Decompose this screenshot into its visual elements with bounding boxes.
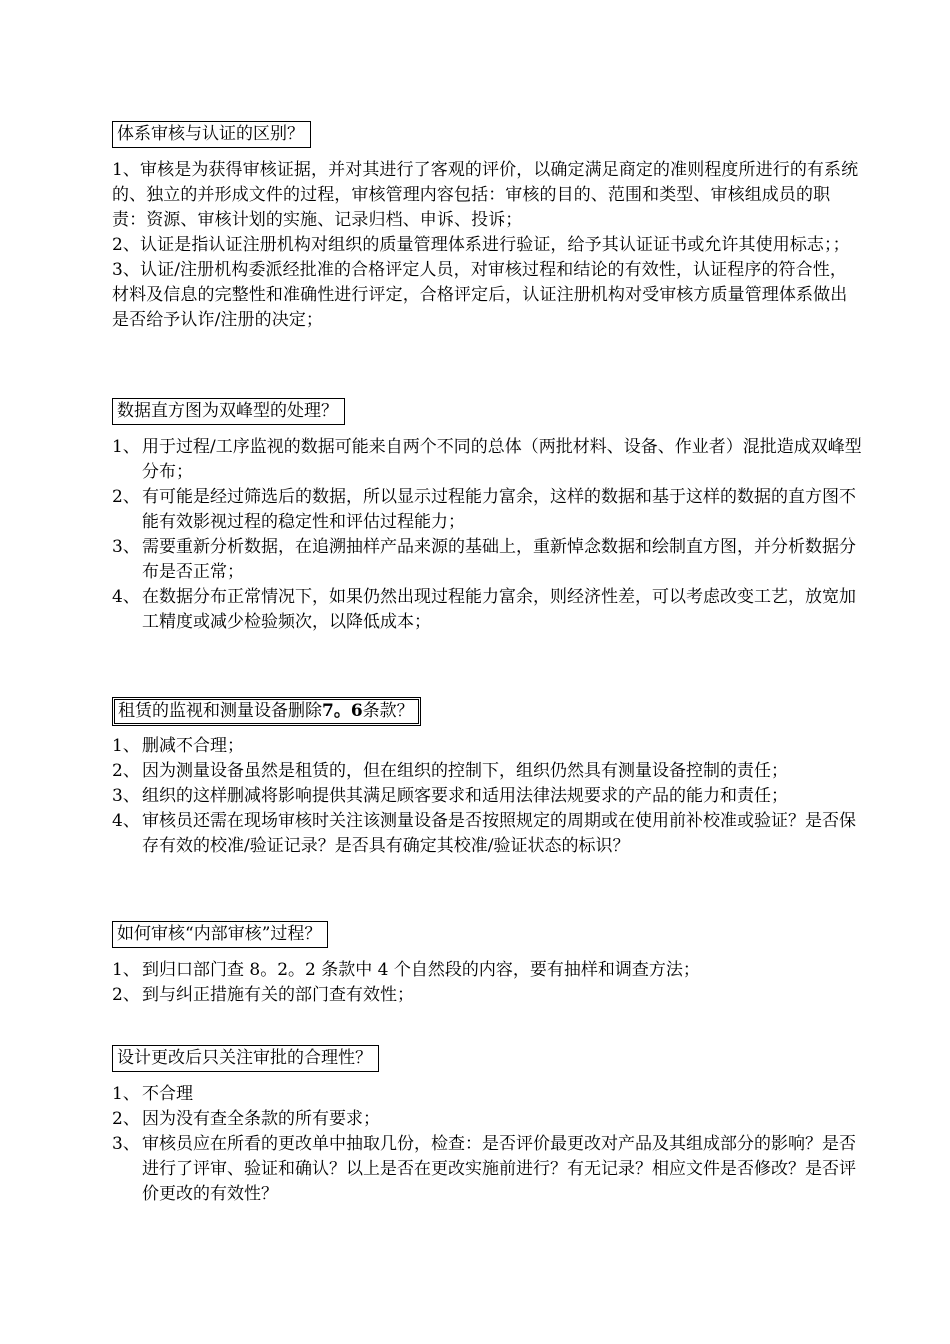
item-text: 组织的这样删减将影响提供其满足顾客要求和适用法律法规要求的产品的能力和责任； xyxy=(142,786,788,806)
answer-list xyxy=(112,1082,862,1207)
item-number: 3、 xyxy=(112,1134,140,1154)
item-number: 4、 xyxy=(112,811,140,831)
section-internal-audit xyxy=(112,921,862,1008)
question-text-pre: 租赁的监视和测量设备删除 xyxy=(118,701,322,721)
item-text: 审核员应在所看的更改单中抽取几份，检查：是否评价最更改对产品及其组成部分的影响？是否进行了评审、验证和确认？以上是否在更改实施前进行？有无记录？相应文件是否修改？是否评价更改的有效性？ xyxy=(142,1134,856,1204)
list-item xyxy=(112,435,862,485)
list-item xyxy=(112,1132,862,1207)
item-number: 2、 xyxy=(112,761,140,781)
answer-list xyxy=(112,958,862,1008)
item-number: 3、 xyxy=(112,537,140,557)
section-audit-vs-certification xyxy=(112,121,862,333)
question-text-post: 条款？ xyxy=(362,701,414,721)
item-number: 2、 xyxy=(112,1109,140,1129)
item-text: 需要重新分析数据，在追溯抽样产品来源的基础上，重新悼念数据和绘制直方图，并分析数据分布是否正常； xyxy=(142,537,856,582)
question-text-clause: 7。6 xyxy=(322,701,363,721)
list-item xyxy=(112,759,862,784)
list-item xyxy=(112,958,862,983)
item-text: 因为没有查全条款的所有要求； xyxy=(142,1109,380,1129)
list-item xyxy=(112,535,862,585)
question-box: 体系审核与认证的区别？ xyxy=(112,121,311,148)
item-number: 1、 xyxy=(112,437,140,457)
answer-list xyxy=(112,435,862,635)
list-item xyxy=(112,983,862,1008)
list-item xyxy=(112,1107,862,1132)
item-text: 不合理 xyxy=(142,1084,193,1104)
item-number: 4、 xyxy=(112,587,140,607)
item-text: 到与纠正措施有关的部门查有效性； xyxy=(142,985,414,1005)
list-item xyxy=(112,485,862,535)
list-item xyxy=(112,784,862,809)
item-text: 到归口部门查 8。2。2 条款中 4 个自然段的内容，要有抽样和调查方法； xyxy=(142,960,700,980)
item-number: 2、 xyxy=(112,985,140,1005)
section-leased-equipment xyxy=(112,697,862,859)
list-item xyxy=(112,734,862,759)
item-text: 审核员还需在现场审核时关注该测量设备是否按照规定的周期或在使用前补校准或验证？是否保存有效的校准/验证记录？是否具有确定其校准/验证状态的标识？ xyxy=(142,811,856,856)
list-item xyxy=(112,809,862,859)
question-box: 数据直方图为双峰型的处理？ xyxy=(112,398,345,425)
item-text: 用于过程/工序监视的数据可能来自两个不同的总体（两批材料、设备、作业者）混批造成双峰型分布； xyxy=(142,437,862,482)
item-text: 因为测量设备虽然是租赁的，但在组织的控制下，组织仍然具有测量设备控制的责任； xyxy=(142,761,788,781)
answer-list xyxy=(112,734,862,859)
item-number: 2、 xyxy=(112,487,140,507)
answer-paragraph: 3、认证/注册机构委派经批准的合格评定人员，对审核过程和结论的有效性，认证程序的符合性，材料及信息的完整性和准确性进行评定，合格评定后，认证注册机构对受审核方质量管理体系做出是否给予认诈/注册的决定； xyxy=(112,260,848,330)
item-text: 删减不合理； xyxy=(142,736,244,756)
answer-list xyxy=(112,158,862,333)
list-item xyxy=(112,585,862,635)
list-item xyxy=(112,1082,862,1107)
item-number: 3、 xyxy=(112,786,140,806)
question-box: 设计更改后只关注审批的合理性？ xyxy=(112,1045,379,1072)
section-design-change xyxy=(112,1045,862,1207)
question-box: 如何审核“内部审核”过程？ xyxy=(112,921,328,948)
section-bimodal-histogram xyxy=(112,398,862,635)
answer-paragraph: 1、审核是为获得审核证据，并对其进行了客观的评价，以确定满足商定的准则程度所进行的有系统的、独立的并形成文件的过程，审核管理内容包括：审核的目的、范围和类型、审核组成员的职责：资源、审核计划的实施、记录归档、申诉、投诉； xyxy=(112,160,859,230)
answer-paragraph: 2、认证是指认证注册机构对组织的质量管理体系进行验证，给予其认证证书或允许其使用标志；； xyxy=(112,235,850,255)
item-text: 在数据分布正常情况下，如果仍然出现过程能力富余，则经济性差，可以考虑改变工艺，放宽加工精度或减少检验频次，以降低成本； xyxy=(142,587,856,632)
item-number: 1、 xyxy=(112,960,140,980)
item-number: 1、 xyxy=(112,736,140,756)
item-number: 1、 xyxy=(112,1084,140,1104)
item-text: 有可能是经过筛选后的数据，所以显示过程能力富余，这样的数据和基于这样的数据的直方图不能有效影视过程的稳定性和评估过程能力； xyxy=(142,487,856,532)
question-box xyxy=(112,697,421,726)
